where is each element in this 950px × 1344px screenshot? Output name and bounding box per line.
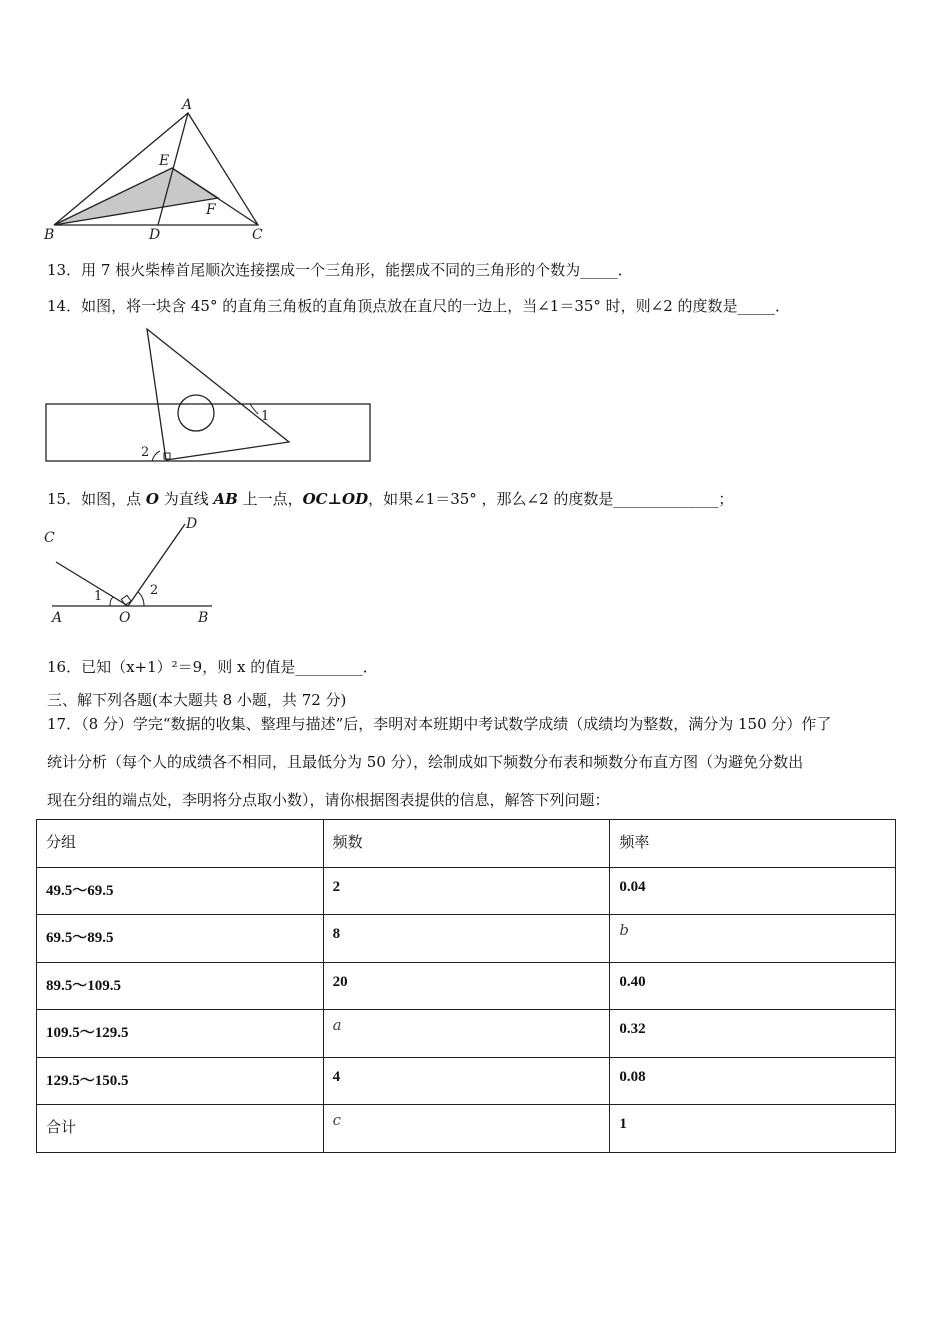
label-a: A: [182, 97, 193, 113]
cell-total-rate: 1: [610, 1105, 896, 1153]
label-f: F: [206, 202, 216, 218]
q15-prefix: 15．如图，点: [47, 490, 146, 508]
q15-perpendicular: OC⊥OD: [302, 490, 369, 508]
angle-label-1-fig3: 1: [94, 589, 103, 604]
question-16: 16．已知（x+1）²＝9，则 x 的值是_________．: [47, 658, 378, 676]
cell-group: 69.5～89.5: [37, 915, 324, 963]
q15-mid1: 为直线: [158, 490, 214, 508]
cell-rate: 0.08: [610, 1057, 896, 1105]
cell-group: 109.5～129.5: [37, 1010, 324, 1058]
question-17-line-2: 统计分析（每个人的成绩各不相同，且最低分为 50 分），绘制成如下频数分布表和频数分布直方图（为避免分数出: [47, 753, 804, 771]
label-a-fig3: A: [52, 610, 63, 626]
angle-label-1: 1: [261, 409, 270, 424]
table-total-row: [37, 1105, 896, 1153]
table-row: [37, 867, 896, 915]
cell-frequency: 2: [323, 867, 610, 915]
cell-group: 89.5～109.5: [37, 962, 324, 1010]
cell-frequency: 8: [323, 915, 610, 963]
angle-1-arc-o: [110, 597, 114, 606]
q15-mid2: 上一点，: [237, 490, 303, 508]
label-c: C: [252, 227, 263, 243]
label-b: B: [44, 227, 55, 243]
triangle-abc-figure: [40, 95, 280, 245]
label-b-fig3: B: [198, 610, 209, 626]
table-row: [37, 1010, 896, 1058]
ray-oc: [56, 562, 128, 606]
frequency-table: [36, 819, 896, 1153]
cell-rate: 0.04: [610, 867, 896, 915]
table-header-row: [37, 820, 896, 868]
cell-frequency: 20: [323, 962, 610, 1010]
cell-total-label: 合计: [37, 1105, 324, 1153]
question-17-line-3: 现在分组的端点处，李明将分点取小数），请你根据图表提供的信息，解答下列问题：: [47, 791, 610, 809]
angle-2-arc-o: [138, 592, 144, 606]
label-d-fig3: D: [186, 516, 198, 532]
question-15: [47, 489, 733, 509]
question-14: 14．如图，将一块含 45° 的直角三角板的直角顶点放在直尺的一边上，当∠1＝35° 时，则∠2 的度数是_____．: [47, 297, 791, 315]
cell-rate: 0.32: [610, 1010, 896, 1058]
table-row: [37, 1057, 896, 1105]
header-group: 分组: [37, 820, 324, 868]
set-square-hole: [178, 395, 214, 431]
cell-group: 49.5～69.5: [37, 867, 324, 915]
angle-o-figure: [40, 512, 230, 630]
header-frequency: 频数: [323, 820, 610, 868]
question-13: 13．用 7 根火柴棒首尾顺次连接摆成一个三角形，能摆成不同的三角形的个数为_____．: [47, 261, 633, 279]
cell-rate: 0.40: [610, 962, 896, 1010]
question-17-line-1: 17．（8 分）学完“数据的收集、整理与描述”后，李明对本班期中考试数学成绩（成绩均为整数，满分为 150 分）作了: [47, 715, 832, 733]
label-c-fig3: C: [44, 530, 55, 546]
angle-label-2: 2: [141, 445, 150, 460]
table-row: [37, 915, 896, 963]
q15-suffix: ，如果∠1＝35° ，那么∠2 的度数是______________；: [368, 490, 734, 508]
cell-frequency: a: [323, 1010, 610, 1058]
table-row: [37, 962, 896, 1010]
cell-total-frequency: c: [323, 1105, 610, 1153]
shaded-triangle-bef: [54, 168, 218, 225]
label-d: D: [149, 227, 161, 243]
set-square: [147, 329, 289, 460]
label-e: E: [159, 153, 170, 169]
header-rate: 频率: [610, 820, 896, 868]
q15-point-o: O: [145, 490, 159, 508]
cell-frequency: 4: [323, 1057, 610, 1105]
label-o-fig3: O: [119, 610, 131, 626]
ruler: [46, 404, 370, 461]
q15-line-ab: AB: [213, 490, 238, 508]
angle-label-2-fig3: 2: [150, 583, 159, 598]
angle-2-arc: [152, 451, 160, 461]
cell-group: 129.5～150.5: [37, 1057, 324, 1105]
section-3-heading: 三、解下列各题(本大题共 8 小题，共 72 分): [47, 691, 347, 709]
ruler-triangle-figure: [40, 322, 380, 467]
cell-rate: b: [610, 915, 896, 963]
